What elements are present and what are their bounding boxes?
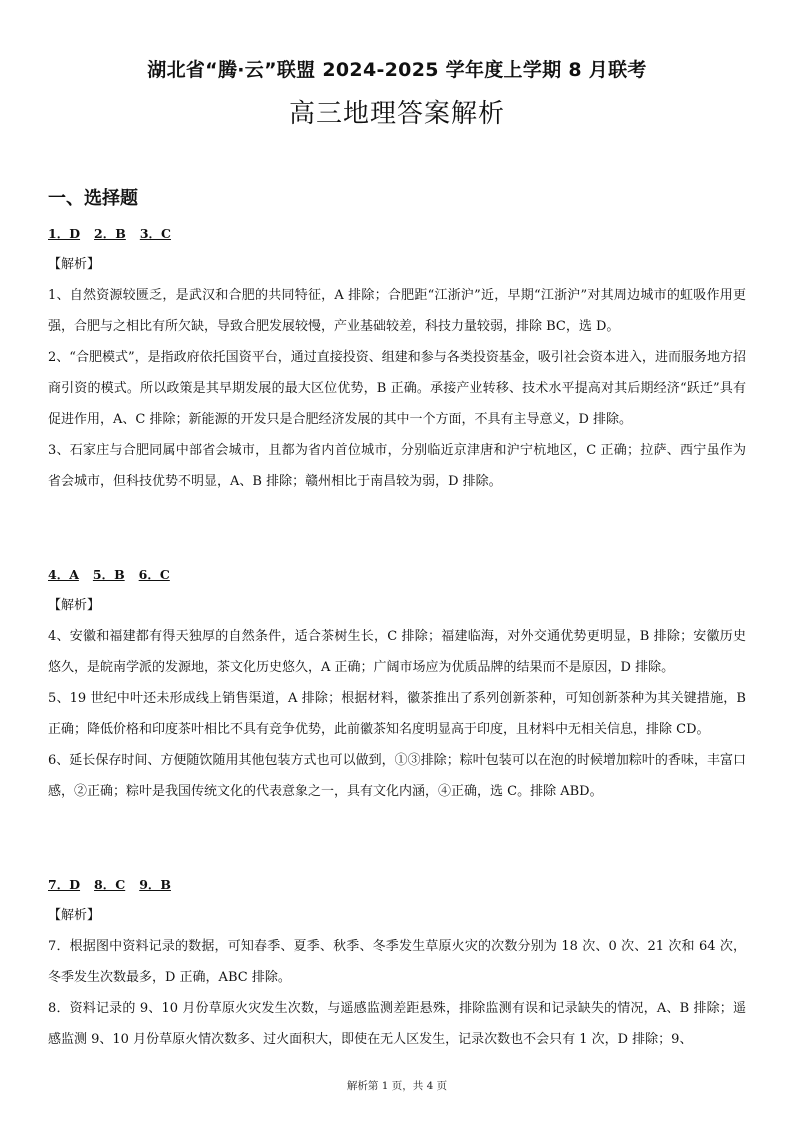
- answer-group-3: [48, 869, 746, 1055]
- answer-item: 4．A: [48, 567, 79, 582]
- answer-key: [48, 559, 746, 590]
- explanation-paragraph: 8．资料记录的 9、10 月份草原火灾发生次数，与遥感监测差距悬殊，排除监测有误和记录缺失的情况，A、B 排除；遥感监测 9、10 月份草原火情次数多、过火面积大，即使在无人区发生，记录次数也不会只有 1 次，D 排除；9、: [48, 1001, 746, 1047]
- analysis-label: 【解析】: [48, 598, 101, 613]
- explanation-paragraph: 6、延长保存时间、方便随饮随用其他包装方式也可以做到，①③排除；粽叶包装可以在泡的时候增加粽叶的香味，丰富口感，②正确；粽叶是我国传统文化的代表意象之一，具有文化内涵，④正确，选 C。排除 ABD。: [48, 753, 746, 799]
- answer-group-1: [48, 218, 746, 497]
- answer-item: 9．B: [139, 877, 171, 892]
- explanation-paragraph: 7．根据图中资料记录的数据，可知春季、夏季、秋季、冬季发生草原火灾的次数分别为 18 次、0 次、21 次和 64 次，冬季发生次数最多，D 正确，ABC 排除。: [48, 939, 746, 985]
- explanation-paragraph: 5、19 世纪中叶还未形成线上销售渠道，A 排除；根据材料，徽茶推出了系列创新茶种，可知创新茶种为其关键措施，B 正确；降低价格和印度茶叶相比不具有竞争优势，此前徽茶知名度明显高于印度，且材料中无相关信息，排除 CD。: [48, 691, 746, 737]
- explanation-paragraph: 2、“合肥模式”，是指政府依托国资平台，通过直接投资、组建和参与各类投资基金，吸引社会资本进入，进而服务地方招商引资的模式。所以政策是其早期发展的最大区位优势，B 正确。承接产业转移、技术水平提高对其后期经济“跃迁”具有促进作用，A、C 排除；新能源的开发只是合肥经济发展的其中一个方面，不具有主导意义，D 排除。: [48, 350, 746, 427]
- answer-item: 3．C: [139, 226, 171, 241]
- answer-item: 7．D: [48, 877, 81, 892]
- answer-item: 8．C: [94, 877, 126, 892]
- answer-item: 6．C: [138, 567, 170, 582]
- explanation-paragraph: 4、安徽和福建都有得天独厚的自然条件，适合茶树生长，C 排除；福建临海，对外交通优势更明显，B 排除；安徽历史悠久，是皖南学派的发源地，茶文化历史悠久，A 正确；广阔市场应为优质品牌的结果而不是原因，D 排除。: [48, 629, 746, 675]
- analysis-label: 【解析】: [48, 257, 101, 272]
- analysis-label: 【解析】: [48, 908, 101, 923]
- exam-title: 湖北省“腾·云”联盟 2024-2025 学年度上学期 8 月联考: [147, 59, 647, 81]
- answer-key: [48, 218, 746, 249]
- answer-item: 2．B: [94, 226, 126, 241]
- answer-group-2: [48, 559, 746, 807]
- explanation-paragraph: 3、石家庄与合肥同属中部省会城市，且都为省内首位城市，分别临近京津唐和沪宁杭地区，C 正确；拉萨、西宁虽作为省会城市，但科技优势不明显，A、B 排除；赣州相比于南昌较为弱，D 排除。: [48, 443, 746, 489]
- answer-item: 1．D: [48, 226, 81, 241]
- section-title: 一、选择题: [48, 188, 138, 209]
- answer-item: 5．B: [92, 567, 125, 582]
- explanation-paragraph: 1、自然资源较匮乏，是武汉和合肥的共同特征，A 排除；合肥距“江浙沪”近，早期“江浙沪”对其周边城市的虹吸作用更强，合肥与之相比有所欠缺，导致合肥发展较慢，产业基础较差，科技力量较弱，排除 BC，选 D。: [48, 288, 746, 334]
- document-subtitle: 高三地理答案解析: [288, 99, 505, 129]
- page-footer: 解析第 1 页，共 4 页: [346, 1080, 448, 1092]
- answer-key: [48, 869, 746, 900]
